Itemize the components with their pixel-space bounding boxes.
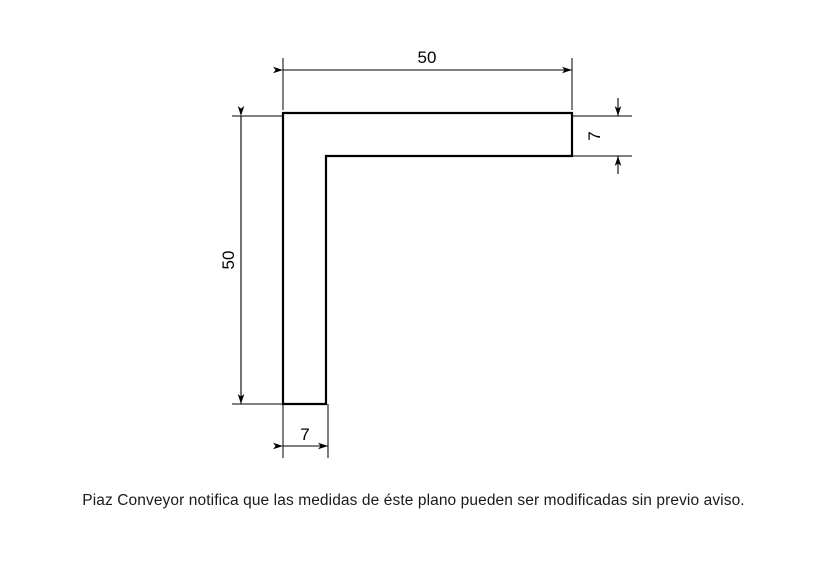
dimension-label-top-width: 50: [417, 48, 437, 67]
angle-profile-outline: [283, 113, 572, 404]
dimension-label-left-height: 50: [219, 250, 238, 270]
dimension-label-bottom-thickness: 7: [300, 425, 310, 444]
disclaimer-note: Piaz Conveyor notifica que las medidas de éste plano pueden ser modificadas sin previo aviso.: [82, 492, 745, 509]
dimension-label-right-thickness: 7: [585, 131, 604, 141]
